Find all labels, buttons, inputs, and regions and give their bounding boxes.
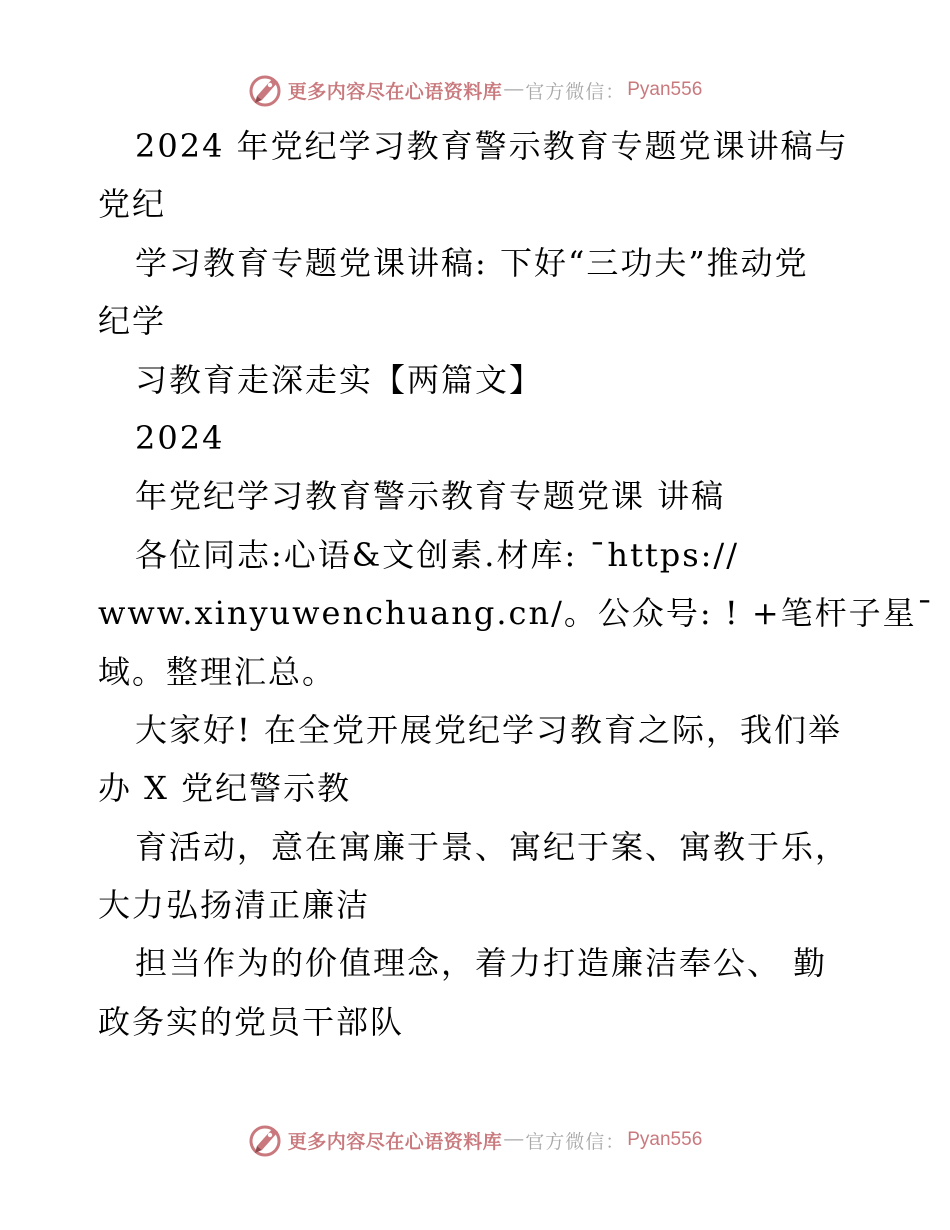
text-line: 育活动，意在寓廉于景、寓纪于案、寓教于乐， — [135, 827, 850, 866]
footer-banner — [0, 1120, 950, 1160]
banner-title: 更多内容尽在心语资料库 — [287, 1131, 503, 1153]
text-line: 办 X 党纪警示教 — [98, 769, 352, 808]
banner-wechat-id: Pyan556 — [627, 1129, 703, 1150]
banner-separator: — — [504, 79, 524, 100]
banner-wechat-label: 官方微信： — [525, 81, 626, 103]
text-line: www.xinyuwenchuang.cn/。公众号: ! +笔杆子星¯ — [98, 594, 935, 633]
text-line: 各位同志:心语&文创素.材库: ¯https:// — [135, 535, 739, 574]
text-line: 党纪 — [98, 185, 167, 224]
text-line: 大力弘扬清正廉洁 — [98, 886, 371, 925]
text-line: 纪学 — [98, 302, 167, 341]
text-line: 学习教育专题党课讲稿: 下好“三功夫”推动党 — [135, 243, 809, 282]
text-line: 习教育走深走实【两篇文】 — [135, 360, 544, 399]
banner-separator: — — [504, 1129, 524, 1150]
text-line: 2024 — [135, 418, 225, 457]
banner-title: 更多内容尽在心语资料库 — [287, 81, 503, 103]
text-line: 域。整理汇总。 — [98, 652, 337, 691]
pen-logo-icon — [248, 1122, 284, 1158]
text-line: 政务实的党员干部队 — [98, 1002, 405, 1041]
pen-logo-icon — [248, 72, 284, 108]
header-banner — [0, 70, 950, 110]
document-body — [98, 117, 935, 1051]
text-line: 2024 年党纪学习教育警示教育专题党课讲稿与 — [135, 127, 849, 165]
text-line: 年党纪学习教育警示教育专题党课 讲稿 — [135, 477, 726, 516]
text-line: 担当作为的价值理念，着力打造廉洁奉公、 勤 — [135, 944, 828, 983]
text-line: 大家好! 在全党开展党纪学习教育之际，我们举 — [135, 710, 843, 749]
banner-wechat-label: 官方微信： — [525, 1131, 626, 1153]
banner-wechat-id: Pyan556 — [627, 79, 703, 100]
